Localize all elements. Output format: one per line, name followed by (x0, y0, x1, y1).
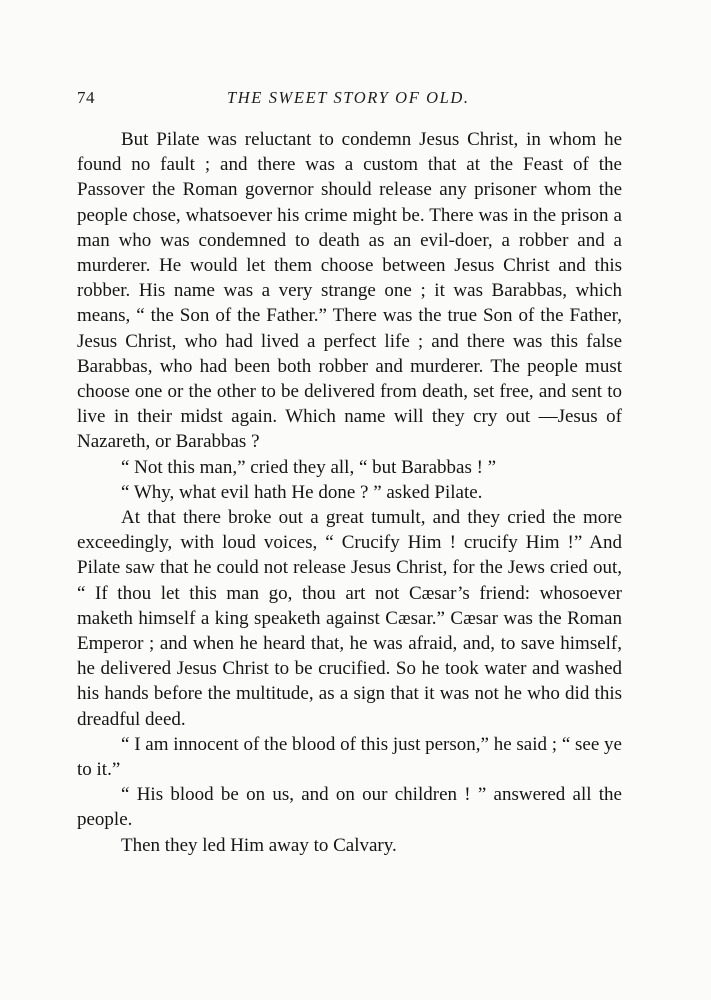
book-title: THE SWEET STORY OF OLD. (227, 88, 470, 107)
paragraph-his-blood: “ His blood be on us, and on our children ! ” answered all the people. (77, 784, 622, 831)
paragraph-calvary: Then they led Him away to Calvary. (121, 834, 397, 856)
body-text (77, 127, 622, 858)
page-number: 74 (77, 88, 95, 107)
paragraph-tumult: At that there broke out a great tumult, and they cried the more exceedingly, with loud voices, “ Crucify Him ! crucify Him !” And Pilate saw that he could not release Jesus Christ, for the Jews cried out, “ If thou let this man go, thou art not Cæsar’s friend: whosoever maketh himself a king speaketh against Cæsar.” Cæsar was the Roman Emperor ; and when he heard that, he was afraid, and, to save himself, he delivered Jesus Christ to be crucified. So he took water and washed his hands before the multitude, as a sign that it was not he who did this dreadful deed. (77, 507, 622, 730)
paragraph-what-evil: “ Why, what evil hath He done ? ” asked Pilate. (121, 481, 483, 503)
paragraph-not-this-man: “ Not this man,” cried they all, “ but Barabbas ! ” (121, 456, 497, 478)
running-head (77, 88, 622, 114)
paragraph-pilate-custom: But Pilate was reluctant to condemn Jesus Christ, in whom he found no fault ; and there was a custom that at the Feast of the Passover the Roman governor should release any prisoner whom the people chose, whatsoever his crime might be. There was in the prison a man who was condemned to death as an evil-doer, a robber and a murderer. He would let them choose between Jesus Christ and this robber. His name was a very strange one ; it was Barabbas, which means, “ the Son of the Father.” There was the true Son of the Father, Jesus Christ, who had lived a perfect life ; and there was this false Barabbas, who had been both robber and murderer. The people must choose one or the other to be delivered from death, set free, and sent to live in their midst again. Which name will they cry out —Jesus of Nazareth, or Barabbas ? (77, 129, 622, 453)
paragraph-innocent: “ I am innocent of the blood of this just person,” he said ; “ see ye to it.” (77, 733, 622, 781)
